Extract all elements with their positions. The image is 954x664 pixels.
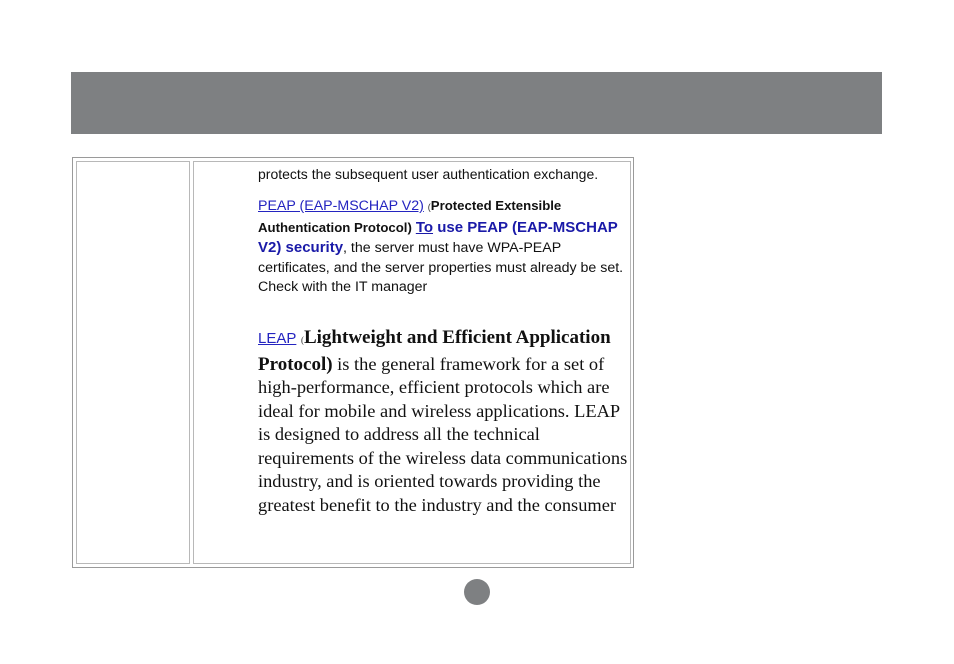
peap-to-link[interactable]: To (415, 218, 434, 236)
peap-bold-text: Protected Extensible Authentication Protocol) (258, 198, 562, 235)
leap-link[interactable]: LEAP (258, 330, 297, 347)
table-cell-left (76, 161, 190, 564)
top-line-text: protects the subsequent user authentication exchange. (258, 166, 599, 182)
leap-rest-text: is the general framework for a set of high-performance, efficient protocols which are ideal for mobile and wireless applications. LEAP is designed to address all the technical requirements of the wireless data communications industry, and is oriented towards providing the greatest benefit to the industry and the consumer (258, 353, 628, 515)
peap-paragraph (258, 196, 634, 298)
leap-paren: ( (300, 335, 304, 345)
page-indicator-dot (464, 579, 490, 605)
peap-paren: ( (427, 202, 431, 212)
peap-security-text: use PEAP (EAP-MSCHAP V2) security (258, 218, 618, 257)
leap-paragraph (258, 326, 636, 517)
leap-bold-text: Lightweight and Efficient Application Protocol) (258, 327, 611, 375)
header-bar (71, 72, 882, 134)
peap-rest-text: , the server must have WPA-PEAP certificates, and the server properties must already be set. Check with the IT manager (258, 240, 624, 296)
content-table (72, 157, 634, 568)
peap-link[interactable]: PEAP (EAP-MSCHAP V2) (258, 198, 424, 214)
